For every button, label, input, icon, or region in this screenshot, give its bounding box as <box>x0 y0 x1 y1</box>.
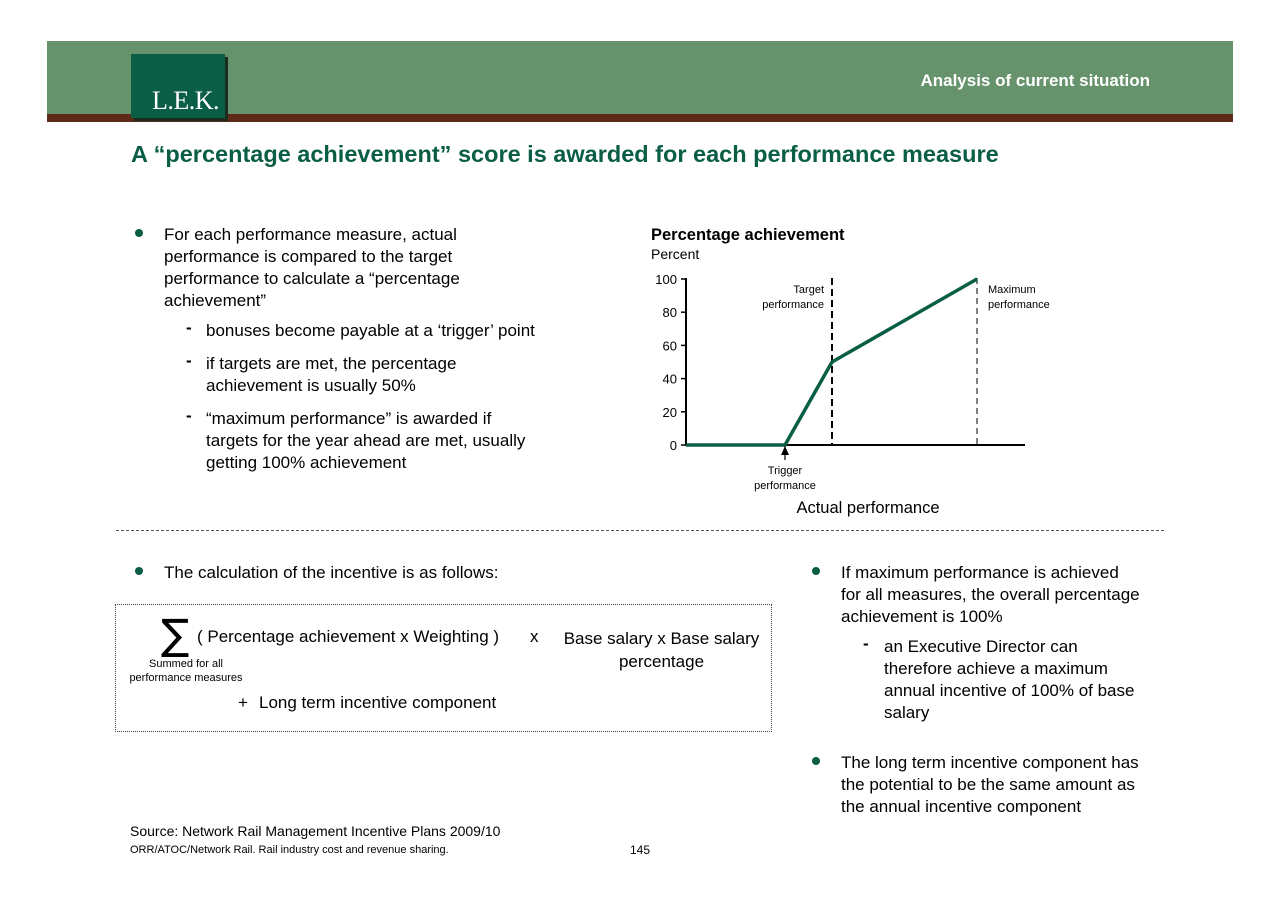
calc-bullet-text: The calculation of the incentive is as follows: <box>164 563 499 582</box>
right-bullet-maximum <box>841 562 1140 628</box>
text-line: Summed for all <box>149 658 223 670</box>
bullet-dot <box>135 229 143 237</box>
text-line: The long term incentive component has <box>841 753 1139 772</box>
trigger-label-line1: Trigger <box>767 465 803 477</box>
text-line: If maximum performance is achieved <box>841 563 1119 582</box>
sigma-icon: ∑ <box>161 610 190 659</box>
bullet-text-performance <box>164 224 460 312</box>
text-line: therefore achieve a maximum <box>884 659 1108 678</box>
sub-dash: - <box>186 406 192 425</box>
slide-title: A “percentage achievement” score is awarded for each performance measure <box>131 141 999 167</box>
chart-xlabel: Actual performance <box>796 499 940 517</box>
text-line: if targets are met, the percentage <box>206 354 457 373</box>
sub-bullet-targets <box>206 353 456 397</box>
text-line: for all measures, the overall percentage <box>841 585 1140 604</box>
sub-bullet-maximum <box>206 408 525 474</box>
sub-dash: - <box>186 351 192 370</box>
y-tick-label: 40 <box>662 371 677 387</box>
text-line: getting 100% achievement <box>206 453 407 472</box>
text-line: salary <box>884 703 930 722</box>
sub-dash: - <box>863 634 869 653</box>
text-line: bonuses become payable at a ‘trigger’ point <box>206 321 535 340</box>
text-line: performance to calculate a “percentage <box>164 269 460 288</box>
text-line: For each performance measure, actual <box>164 225 457 244</box>
target-label-line2: performance <box>762 299 824 311</box>
y-tick-label: 20 <box>662 404 677 420</box>
formula-plus: + <box>238 693 248 712</box>
target-label-line1: Target <box>793 284 824 296</box>
footer-note: ORR/ATOC/Network Rail. Rail industry cost and revenue sharing. <box>130 844 449 856</box>
section-divider <box>116 530 1164 531</box>
text-line: the potential to be the same amount as <box>841 775 1135 794</box>
text-line: performance measures <box>129 672 243 684</box>
bullet-dot <box>135 567 143 575</box>
trigger-label-line2: performance <box>754 480 816 492</box>
text-line: an Executive Director can <box>884 637 1078 656</box>
bullet-dot <box>812 757 820 765</box>
chart-title: Percentage achievement <box>651 226 845 244</box>
logo-text: L.E.K. <box>151 86 219 115</box>
text-line: percentage <box>618 652 705 671</box>
right-bullet-long-term <box>841 752 1139 818</box>
bullet-dot <box>812 567 820 575</box>
y-axis-ticks <box>655 272 686 453</box>
source-note: Source: Network Rail Management Incentive Plans 2009/10 <box>130 823 501 839</box>
page-number: 145 <box>630 843 651 857</box>
maximum-label-line2: performance <box>988 299 1050 311</box>
y-tick-label: 100 <box>655 272 677 287</box>
text-line: annual incentive of 100% of base <box>884 681 1135 700</box>
chart-ylabel: Percent <box>651 246 700 262</box>
text-line: Base salary x Base salary <box>563 629 760 648</box>
text-line: achievement is 100% <box>841 607 1003 626</box>
summed-note <box>116 657 256 685</box>
text-line: achievement” <box>164 291 267 310</box>
formula-salary <box>554 627 769 673</box>
formula-box <box>115 604 772 732</box>
y-tick-label: 60 <box>662 338 677 354</box>
percentage-achievement-chart <box>640 220 1080 525</box>
formula-long-term: Long term incentive component <box>259 693 497 712</box>
text-line: the annual incentive component <box>841 797 1082 816</box>
text-line: performance is compared to the target <box>164 247 453 266</box>
sub-dash: - <box>186 318 192 337</box>
section-label: Analysis of current situation <box>920 71 1150 90</box>
formula-times: x <box>530 627 539 646</box>
formula-main: ( Percentage achievement x Weighting ) <box>197 627 500 646</box>
text-line: targets for the year ahead are met, usually <box>206 431 526 450</box>
text-line: achievement is usually 50% <box>206 376 416 395</box>
y-tick-label: 80 <box>662 305 677 321</box>
text-line: “maximum performance” is awarded if <box>206 409 492 428</box>
sub-bullet-trigger <box>206 320 535 342</box>
trigger-arrow-head <box>781 446 789 455</box>
right-sub-executive <box>884 636 1134 724</box>
maximum-label-line1: Maximum <box>988 284 1036 296</box>
lek-logo <box>131 54 225 118</box>
y-tick-label: 0 <box>669 438 677 453</box>
